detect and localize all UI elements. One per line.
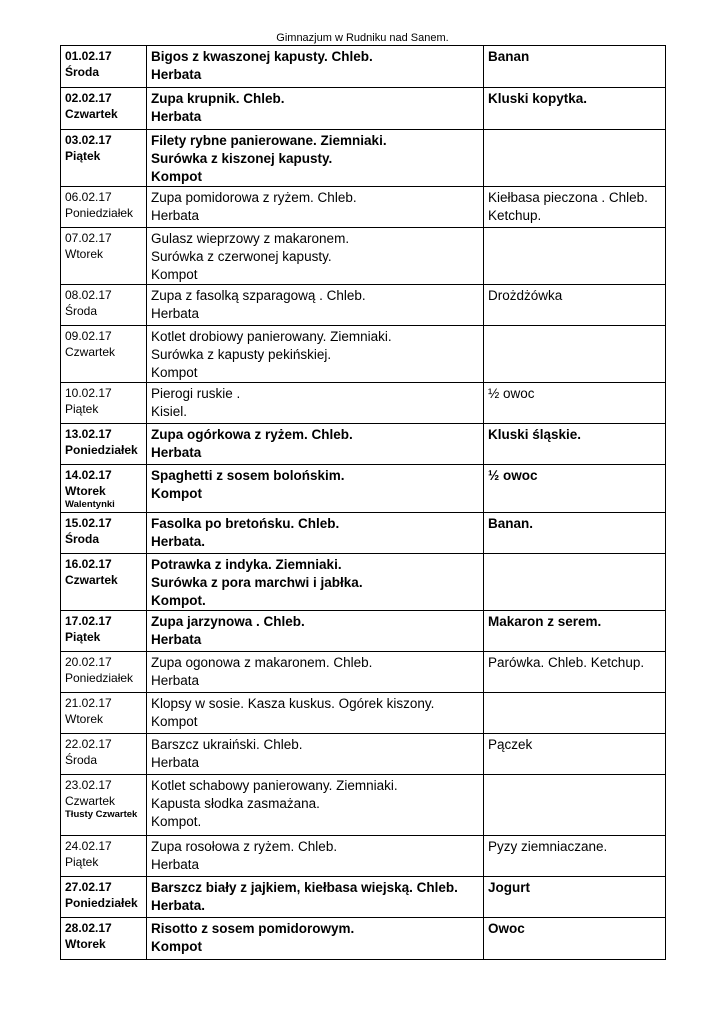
snack-cell (484, 285, 666, 326)
snack-text: Banan (488, 49, 530, 64)
date-cell (61, 228, 147, 285)
menu-row (61, 775, 666, 836)
date-cell (61, 187, 147, 228)
meal-line: Potrawka z indyka. Ziemniaki. (151, 557, 342, 572)
date-cell (61, 513, 147, 554)
meal-line: Herbata. (151, 534, 206, 549)
snack-cell (484, 424, 666, 465)
date: 23.02.17 (65, 778, 112, 792)
menu-row (61, 554, 666, 611)
snack-cell (484, 46, 666, 88)
snack-cell (484, 554, 666, 611)
weekday: Środa (65, 304, 98, 318)
main-meal-cell (147, 130, 484, 187)
menu-row (61, 383, 666, 424)
main-meal-cell (147, 877, 484, 918)
main-meal-cell (147, 424, 484, 465)
date-cell (61, 775, 147, 836)
menu-row (61, 130, 666, 187)
date: 07.02.17 (65, 231, 112, 245)
snack-text: Jogurt (488, 880, 530, 895)
main-meal-cell (147, 734, 484, 775)
date: 09.02.17 (65, 329, 112, 343)
menu-row (61, 187, 666, 228)
date-cell (61, 88, 147, 130)
menu-table-body (61, 46, 666, 960)
meal-line: Surówka z kiszonej kapusty. (151, 151, 333, 166)
main-meal-cell (147, 88, 484, 130)
date: 22.02.17 (65, 737, 112, 751)
menu-row (61, 734, 666, 775)
date-cell (61, 918, 147, 960)
date: 01.02.17 (65, 49, 112, 63)
day-note: Walentynki (65, 499, 115, 510)
snack-text: Pyzy ziemniaczane. (488, 839, 608, 854)
meal-line: Herbata (151, 445, 202, 460)
date-cell (61, 285, 147, 326)
snack-cell (484, 652, 666, 693)
meal-line: Zupa ogonowa z makaronem. Chleb. (151, 655, 373, 670)
weekday: Wtorek (65, 484, 106, 498)
meal-line: Zupa jarzynowa . Chleb. (151, 614, 305, 629)
weekday: Wtorek (65, 712, 104, 726)
meal-line: Zupa rosołowa z ryżem. Chleb. (151, 839, 338, 854)
snack-cell (484, 88, 666, 130)
main-meal-cell (147, 513, 484, 554)
meal-line: Herbata (151, 857, 200, 872)
meal-line: Pierogi ruskie . (151, 386, 241, 401)
meal-line: Surówka z kapusty pekińskiej. (151, 347, 332, 362)
date-cell (61, 611, 147, 652)
meal-line: Surówka z czerwonej kapusty. (151, 249, 332, 264)
weekday: Środa (65, 65, 100, 79)
date: 02.02.17 (65, 91, 112, 105)
meal-line: Barszcz ukraiński. Chleb. (151, 737, 303, 752)
date-cell (61, 424, 147, 465)
date: 17.02.17 (65, 614, 112, 628)
meal-line: Herbata (151, 632, 202, 647)
meal-line: Herbata (151, 673, 200, 688)
meal-line: Kapusta słodka zasmażana. (151, 796, 320, 811)
date-cell (61, 130, 147, 187)
weekday: Czwartek (65, 573, 118, 587)
meal-line: Kompot (151, 267, 198, 282)
weekday: Środa (65, 532, 100, 546)
date-cell (61, 554, 147, 611)
meal-line: Spaghetti z sosem bolońskim. (151, 468, 345, 483)
meal-line: Kompot (151, 939, 202, 954)
snack-text: Parówka. Chleb. Ketchup. (488, 655, 645, 670)
snack-cell (484, 734, 666, 775)
main-meal-cell (147, 465, 484, 513)
snack-cell (484, 775, 666, 836)
main-meal-cell (147, 326, 484, 383)
weekday: Piątek (65, 149, 101, 163)
meal-line: Kompot (151, 365, 198, 380)
weekday: Czwartek (65, 107, 118, 121)
snack-cell (484, 611, 666, 652)
snack-text: ½ owoc (488, 468, 538, 483)
snack-cell (484, 918, 666, 960)
menu-row (61, 465, 666, 513)
weekday: Środa (65, 753, 98, 767)
date: 16.02.17 (65, 557, 112, 571)
date: 14.02.17 (65, 468, 112, 482)
meal-line: Kompot. (151, 593, 206, 608)
meal-line: Kotlet drobiowy panierowany. Ziemniaki. (151, 329, 392, 344)
snack-text: Kluski śląskie. (488, 427, 582, 442)
date-cell (61, 46, 147, 88)
meal-line: Gulasz wieprzowy z makaronem. (151, 231, 350, 246)
snack-text: Banan. (488, 516, 534, 531)
meal-line: Kisiel. (151, 404, 188, 419)
main-meal-cell (147, 775, 484, 836)
main-meal-cell (147, 228, 484, 285)
snack-cell (484, 130, 666, 187)
snack-cell (484, 836, 666, 877)
date: 20.02.17 (65, 655, 112, 669)
date-cell (61, 693, 147, 734)
meal-line: Zupa pomidorowa z ryżem. Chleb. (151, 190, 357, 205)
meal-line: Zupa ogórkowa z ryżem. Chleb. (151, 427, 353, 442)
date-cell (61, 652, 147, 693)
meal-line: Surówka z pora marchwi i jabłka. (151, 575, 363, 590)
meal-line: Kompot (151, 169, 202, 184)
meal-line: Fasolka po bretońsku. Chleb. (151, 516, 340, 531)
day-note: Tłusty Czwartek (65, 809, 138, 820)
date-cell (61, 326, 147, 383)
menu-row (61, 693, 666, 734)
date: 15.02.17 (65, 516, 112, 530)
date: 10.02.17 (65, 386, 112, 400)
main-meal-cell (147, 693, 484, 734)
main-meal-cell (147, 187, 484, 228)
snack-cell (484, 187, 666, 228)
menu-row (61, 513, 666, 554)
meal-line: Herbata. (151, 898, 206, 913)
snack-cell (484, 228, 666, 285)
date-cell (61, 734, 147, 775)
meal-line: Klopsy w sosie. Kasza kuskus. Ogórek kiszony. (151, 696, 435, 711)
snack-text: Kluski kopytka. (488, 91, 588, 106)
meal-line: Filety rybne panierowane. Ziemniaki. (151, 133, 387, 148)
meal-line: Zupa krupnik. Chleb. (151, 91, 285, 106)
weekday: Wtorek (65, 937, 106, 951)
meal-line: Herbata (151, 755, 200, 770)
snack-cell (484, 326, 666, 383)
menu-row (61, 918, 666, 960)
date: 03.02.17 (65, 133, 112, 147)
weekday: Piątek (65, 630, 101, 644)
date: 28.02.17 (65, 921, 112, 935)
weekday: Czwartek (65, 794, 116, 808)
meal-line: Risotto z sosem pomidorowym. (151, 921, 355, 936)
date-cell (61, 465, 147, 513)
snack-text: Owoc (488, 921, 525, 936)
date-cell (61, 877, 147, 918)
snack-cell (484, 465, 666, 513)
weekday: Piątek (65, 855, 99, 869)
snack-cell (484, 513, 666, 554)
menu-row (61, 836, 666, 877)
main-meal-cell (147, 652, 484, 693)
main-meal-cell (147, 836, 484, 877)
meal-line: Herbata (151, 306, 200, 321)
main-meal-cell (147, 554, 484, 611)
weekday: Piątek (65, 402, 99, 416)
date: 08.02.17 (65, 288, 112, 302)
meal-line: Zupa z fasolką szparagową . Chleb. (151, 288, 366, 303)
weekday: Poniedziałek (65, 443, 138, 457)
snack-cell (484, 877, 666, 918)
date: 27.02.17 (65, 880, 112, 894)
meal-line: Barszcz biały z jajkiem, kiełbasa wiejską. Chleb. (151, 880, 458, 895)
meal-line: Kompot (151, 714, 198, 729)
menu-row (61, 877, 666, 918)
meal-line: Herbata (151, 208, 200, 223)
menu-row (61, 611, 666, 652)
menu-table (60, 45, 666, 960)
meal-line: Kompot (151, 486, 202, 501)
main-meal-cell (147, 285, 484, 326)
date: 24.02.17 (65, 839, 112, 853)
weekday: Wtorek (65, 247, 104, 261)
meal-line: Herbata (151, 67, 202, 82)
main-meal-cell (147, 918, 484, 960)
meal-line: Bigos z kwaszonej kapusty. Chleb. (151, 49, 373, 64)
menu-row (61, 326, 666, 383)
snack-text: Drożdżówka (488, 288, 563, 303)
snack-cell (484, 383, 666, 424)
date: 06.02.17 (65, 190, 112, 204)
date-cell (61, 383, 147, 424)
weekday: Poniedziałek (65, 896, 138, 910)
meal-line: Herbata (151, 109, 202, 124)
main-meal-cell (147, 611, 484, 652)
snack-text: Makaron z serem. (488, 614, 602, 629)
date: 13.02.17 (65, 427, 112, 441)
menu-row (61, 652, 666, 693)
menu-row (61, 424, 666, 465)
date-cell (61, 836, 147, 877)
menu-row (61, 46, 666, 88)
snack-cell (484, 693, 666, 734)
page-header: Gimnazjum w Rudniku nad Sanem. (276, 32, 449, 44)
date: 21.02.17 (65, 696, 112, 710)
menu-row (61, 285, 666, 326)
main-meal-cell (147, 46, 484, 88)
menu-row (61, 88, 666, 130)
snack-text: Kiełbasa pieczona . Chleb. Ketchup. (488, 190, 648, 223)
menu-row (61, 228, 666, 285)
weekday: Poniedziałek (65, 206, 134, 220)
snack-text: ½ owoc (488, 386, 535, 401)
meal-line: Kotlet schabowy panierowany. Ziemniaki. (151, 778, 398, 793)
snack-text: Pączek (488, 737, 533, 752)
meal-line: Kompot. (151, 814, 202, 829)
main-meal-cell (147, 383, 484, 424)
weekday: Czwartek (65, 345, 116, 359)
weekday: Poniedziałek (65, 671, 134, 685)
